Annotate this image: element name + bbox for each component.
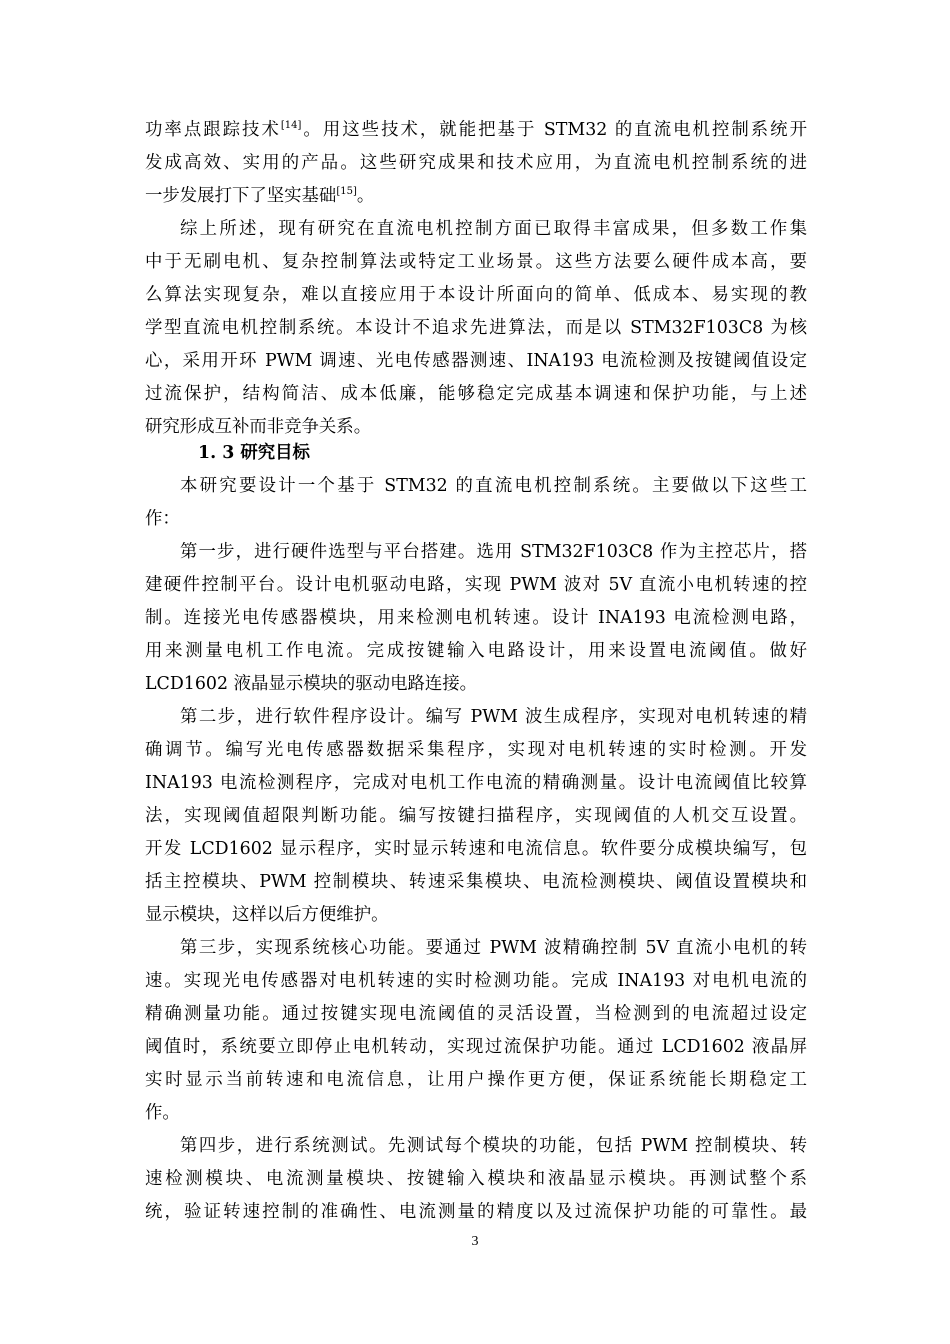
para2-line-4: 学型直流电机控制系统。本设计不追求先进算法，而是以 STM32F103C8 为核 bbox=[145, 318, 807, 338]
para6-line-2: 速。实现光电传感器对电机转速的实时检测功能。完成 INA193 对电机电流的 bbox=[145, 971, 807, 991]
para1-line-3 bbox=[145, 186, 807, 206]
text-run: 功率点跟踪技术 bbox=[145, 120, 281, 140]
para2-line-7: 研究形成互补而非竞争关系。 bbox=[145, 417, 372, 437]
para6-line-5: 实时显示当前转速和电流信息，让用户操作更方便，保证系统能长期稳定工 bbox=[145, 1070, 807, 1090]
text-run: 。 bbox=[356, 186, 375, 206]
para2-line-3: 么算法实现复杂，难以直接应用于本设计所面向的简单、低成本、易实现的教 bbox=[145, 285, 807, 305]
para4-line-2: 建硬件控制平台。设计电机驱动电路，实现 PWM 波对 5V 直流小电机转速的控 bbox=[145, 575, 807, 595]
text-run: 。用这些技术，就能把基于 STM32 的直流电机控制系统开 bbox=[301, 120, 807, 140]
para2-line-2: 中于无刷电机、复杂控制算法或特定工业场景。这些方法要么硬件成本高，要 bbox=[145, 252, 807, 272]
para5-line-5: 开发 LCD1602 显示程序，实时显示转速和电流信息。软件要分成模块编写，包 bbox=[145, 839, 807, 859]
para3-line-1: 本研究要设计一个基于 STM32 的直流电机控制系统。主要做以下这些工 bbox=[180, 476, 807, 496]
para2-line-1: 综上所述，现有研究在直流电机控制方面已取得丰富成果，但多数工作集 bbox=[180, 219, 807, 239]
para2-line-5: 心，采用开环 PWM 调速、光电传感器测速、INA193 电流检测及按键阈值设定 bbox=[145, 351, 807, 371]
para1-line-2: 发成高效、实用的产品。这些研究成果和技术应用，为直流电机控制系统的进 bbox=[145, 153, 807, 173]
para6-line-4: 阈值时，系统要立即停止电机转动，实现过流保护功能。通过 LCD1602 液晶屏 bbox=[145, 1037, 807, 1057]
section-heading: 1. 3 研究目标 bbox=[198, 443, 310, 463]
para6-line-1: 第三步，实现系统核心功能。要通过 PWM 波精确控制 5V 直流小电机的转 bbox=[180, 938, 807, 958]
page-number: 3 bbox=[471, 1234, 479, 1249]
para4-line-3: 制。连接光电传感器模块，用来检测电机转速。设计 INA193 电流检测电路， bbox=[145, 608, 807, 628]
para3-line-2: 作： bbox=[145, 509, 180, 529]
para7-line-3: 统，验证转速控制的准确性、电流测量的精度以及过流保护功能的可靠性。最 bbox=[145, 1202, 807, 1222]
para6-line-3: 精确测量功能。通过按键实现电流阈值的灵活设置，当检测到的电流超过设定 bbox=[145, 1004, 807, 1024]
para5-line-3: INA193 电流检测程序，完成对电机工作电流的精确测量。设计电流阈值比较算 bbox=[145, 773, 807, 793]
para5-line-4: 法，实现阈值超限判断功能。编写按键扫描程序，实现阈值的人机交互设置。 bbox=[145, 806, 807, 826]
text-run: 一步发展打下了坚实基础 bbox=[145, 186, 337, 206]
para5-line-6: 括主控模块、PWM 控制模块、转速采集模块、电流检测模块、阈值设置模块和 bbox=[145, 872, 807, 892]
para1-line-1 bbox=[145, 120, 807, 140]
para2-line-6: 过流保护，结构简洁、成本低廉，能够稳定完成基本调速和保护功能，与上述 bbox=[145, 384, 807, 404]
para5-line-7: 显示模块，这样以后方便维护。 bbox=[145, 905, 389, 925]
citation-ref: [15] bbox=[336, 186, 357, 197]
para4-line-5: LCD1602 液晶显示模块的驱动电路连接。 bbox=[145, 674, 478, 694]
para4-line-4: 用来测量电机工作电流。完成按键输入电路设计，用来设置电流阈值。做好 bbox=[145, 641, 807, 661]
para5-line-1: 第二步，进行软件程序设计。编写 PWM 波生成程序，实现对电机转速的精 bbox=[180, 707, 807, 727]
para4-line-1: 第一步，进行硬件选型与平台搭建。选用 STM32F103C8 作为主控芯片，搭 bbox=[180, 542, 807, 562]
para5-line-2: 确调节。编写光电传感器数据采集程序，实现对电机转速的实时检测。开发 bbox=[145, 740, 807, 760]
para7-line-2: 速检测模块、电流测量模块、按键输入模块和液晶显示模块。再测试整个系 bbox=[145, 1169, 807, 1189]
para6-line-6: 作。 bbox=[145, 1103, 180, 1123]
para7-line-1: 第四步，进行系统测试。先测试每个模块的功能，包括 PWM 控制模块、转 bbox=[180, 1136, 807, 1156]
citation-ref: [14] bbox=[280, 120, 302, 131]
